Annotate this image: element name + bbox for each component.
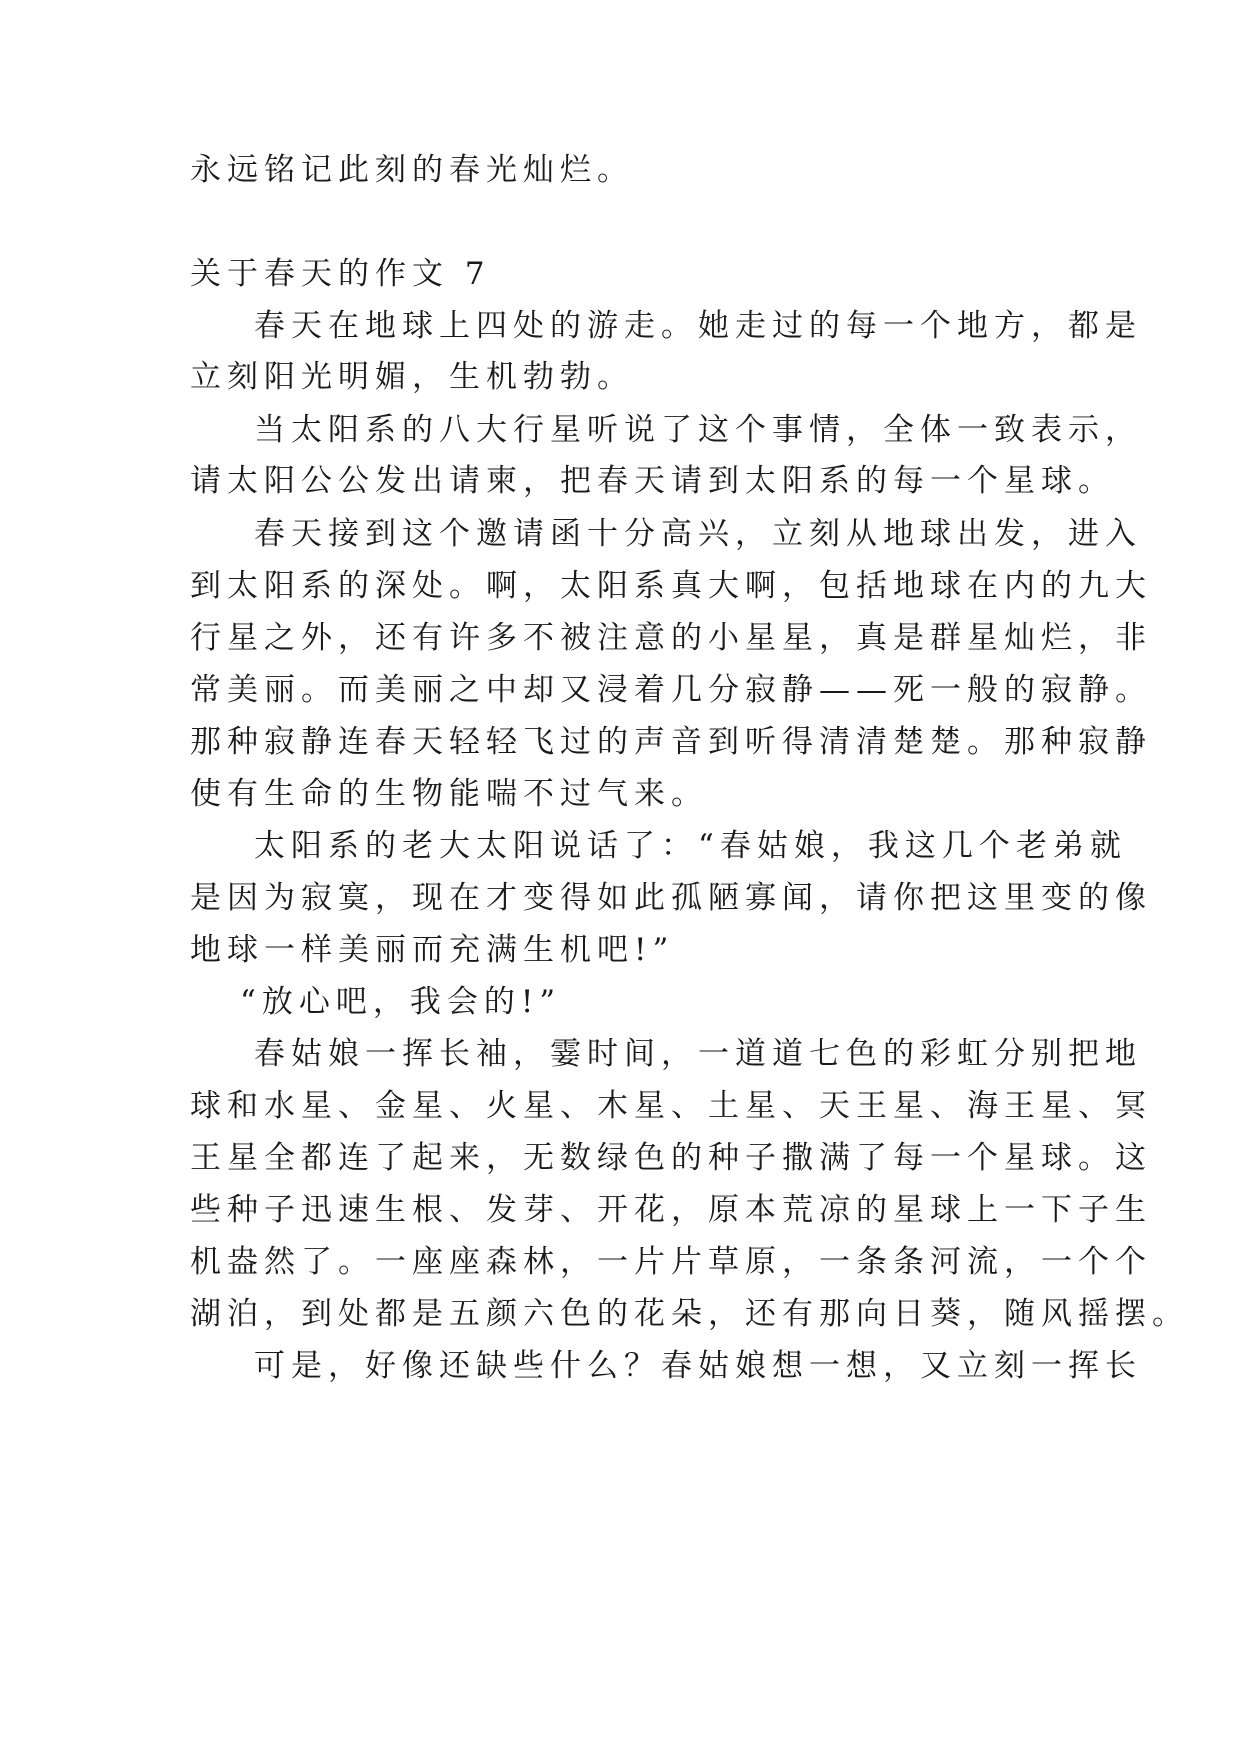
- text-line: 湖泊，到处都是五颜六色的花朵，还有那向日葵，随风摇摆。: [190, 1296, 1189, 1332]
- text-line: 立刻阳光明媚，生机勃勃。: [190, 359, 634, 395]
- text-line: 当太阳系的八大行星听说了这个事情，全体一致表示，: [254, 412, 1142, 448]
- text-line: 机盎然了。一座座森林，一片片草原，一条条河流，一个个: [190, 1244, 1152, 1280]
- text-line: 是因为寂寞，现在才变得如此孤陋寡闻，请你把这里变的像: [190, 880, 1152, 916]
- text-line: 球和水星、金星、火星、木星、土星、天王星、海王星、冥: [190, 1088, 1152, 1124]
- text-line: 春姑娘一挥长袖，霎时间，一道道七色的彩虹分别把地: [254, 1036, 1142, 1072]
- text-line: 地球一样美丽而充满生机吧!”: [190, 932, 675, 968]
- text-line: 到太阳系的深处。啊，太阳系真大啊，包括地球在内的九大: [190, 568, 1152, 604]
- text-line: “放心吧，我会的!”: [240, 984, 562, 1020]
- text-line: 春天在地球上四处的游走。她走过的每一个地方，都是: [254, 308, 1142, 344]
- essay-heading: 关于春天的作文 7: [190, 256, 491, 292]
- text-line: 使有生命的生物能喘不过气来。: [190, 776, 708, 812]
- text-line: 春天接到这个邀请函十分高兴，立刻从地球出发，进入: [254, 516, 1142, 552]
- text-line: 太阳系的老大太阳说话了：“春姑娘，我这几个老弟就: [254, 828, 1127, 864]
- text-line: 常美丽。而美丽之中却又浸着几分寂静——死一般的寂静。: [190, 672, 1152, 708]
- text-line: 请太阳公公发出请柬，把春天请到太阳系的每一个星球。: [190, 463, 1115, 499]
- intro-line: 永远铭记此刻的春光灿烂。: [190, 152, 634, 188]
- text-line: 行星之外，还有许多不被注意的小星星，真是群星灿烂，非: [190, 620, 1152, 656]
- text-line: 可是，好像还缺些什么？春姑娘想一想，又立刻一挥长: [254, 1348, 1142, 1384]
- text-line: 些种子迅速生根、发芽、开花，原本荒凉的星球上一下子生: [190, 1192, 1152, 1228]
- text-line: 王星全都连了起来，无数绿色的种子撒满了每一个星球。这: [190, 1140, 1152, 1176]
- text-line: 那种寂静连春天轻轻飞过的声音到听得清清楚楚。那种寂静: [190, 724, 1152, 760]
